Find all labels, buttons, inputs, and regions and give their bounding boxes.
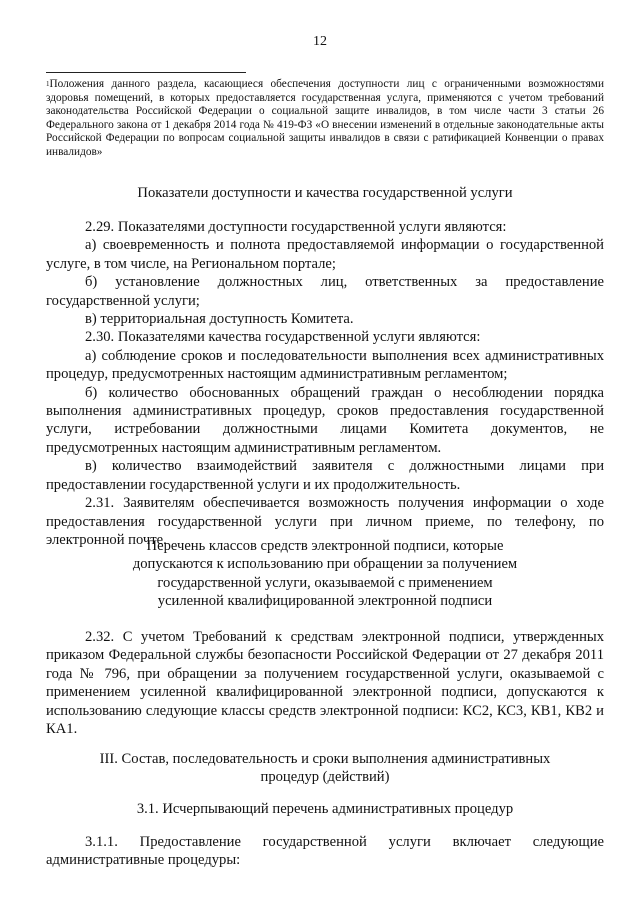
paragraph: в) количество взаимодействий заявителя с должностными лицами при предоставлении государственной услуги и их продолжительность.	[46, 458, 604, 493]
paragraph: б) установление должностных лиц, ответственных за предоставление государственной услуги;	[46, 274, 604, 309]
heading-text: 3.1. Исчерпывающий перечень административных процедур	[136, 801, 514, 817]
heading-line: III. Состав, последовательность и сроки выполнения административных	[99, 751, 551, 767]
paragraph: 3.1.1. Предоставление государственной услуги включает следующие административные процедуры:	[46, 834, 604, 869]
heading-section-iii	[46, 750, 604, 787]
heading-text: Показатели доступности и качества государственной услуги	[137, 185, 513, 201]
heading-line: допускаются к использованию при обращении за получением	[132, 556, 518, 573]
paragraph: 2.30. Показателями качества государственной услуги являются:	[85, 329, 481, 346]
paragraph: 2.32. С учетом Требований к средствам электронной подписи, утвержденных приказом Федеральной службы безопасности Российской Федерации от 27 декабря 2011 года № 796, при обращении за получением государственной услуги, оказываемой с применением усиленной квалифицированной электронной подписи, допускаются к использованию следующие классы средств электронной подписи: КС2, КС3, КВ1, КВ2 и КА1.	[46, 629, 604, 738]
heading-line: усиленной квалифицированной электронной подписи	[157, 593, 493, 610]
paragraph: а) своевременность и полнота предоставляемой информации о государственной услуге, в том числе, на Региональном портале;	[46, 237, 604, 272]
heading-line: процедур (действий)	[260, 769, 390, 786]
section-indicators	[46, 218, 604, 549]
paragraph: 2.29. Показателями доступности государственной услуги являются:	[85, 219, 507, 235]
heading-signature-classes	[46, 537, 604, 611]
heading-line: Перечень классов средств электронной подписи, которые	[146, 538, 504, 554]
paragraph: 2.31. Заявителям обеспечивается возможность получения информации о ходе предоставления государственной услуги при личном приеме, по телефону, по электронной почте.	[46, 495, 604, 548]
paragraph: а) соблюдение сроков и последовательности выполнения всех административных процедур, предусмотренных настоящим административным регламентом;	[46, 347, 604, 383]
footnote-marker: 1	[46, 80, 50, 88]
footnote-separator	[46, 72, 246, 73]
paragraph: в) территориальная доступность Комитета.	[85, 311, 354, 328]
paragraph: б) количество обоснованных обращений граждан о несоблюдении порядка выполнения административных процедур, сроков предоставления государственной услуги, истребовании должностными лицами Комитета документов, не предусмотренных настоящим административным регламентом.	[46, 384, 604, 456]
heading-accessibility-quality	[46, 184, 604, 202]
section-2-32	[46, 628, 604, 738]
heading-line: государственной услуги, оказываемой с применением	[157, 574, 493, 591]
section-3-1-1	[46, 833, 604, 870]
page-number: 12	[313, 34, 327, 49]
footnote-text: Положения данного раздела, касающиеся обеспечения доступности лиц с ограниченными возможностями здоровья помещений, в которых предоставляется государственная услуга, применяются с учетом требований законодательства Российской Федерации о социальной защите инвалидов, в том числе части 3 статьи 26 Федерального закона от 1 декабря 2014 года № 419-ФЗ «О внесении изменений в отдельные законодательные акты Российской Федерации по вопросам социальной защиты инвалидов в связи с ратификацией Конвенции о правах инвалидов»	[46, 78, 604, 158]
footnote	[46, 78, 604, 160]
heading-3-1	[46, 800, 604, 818]
